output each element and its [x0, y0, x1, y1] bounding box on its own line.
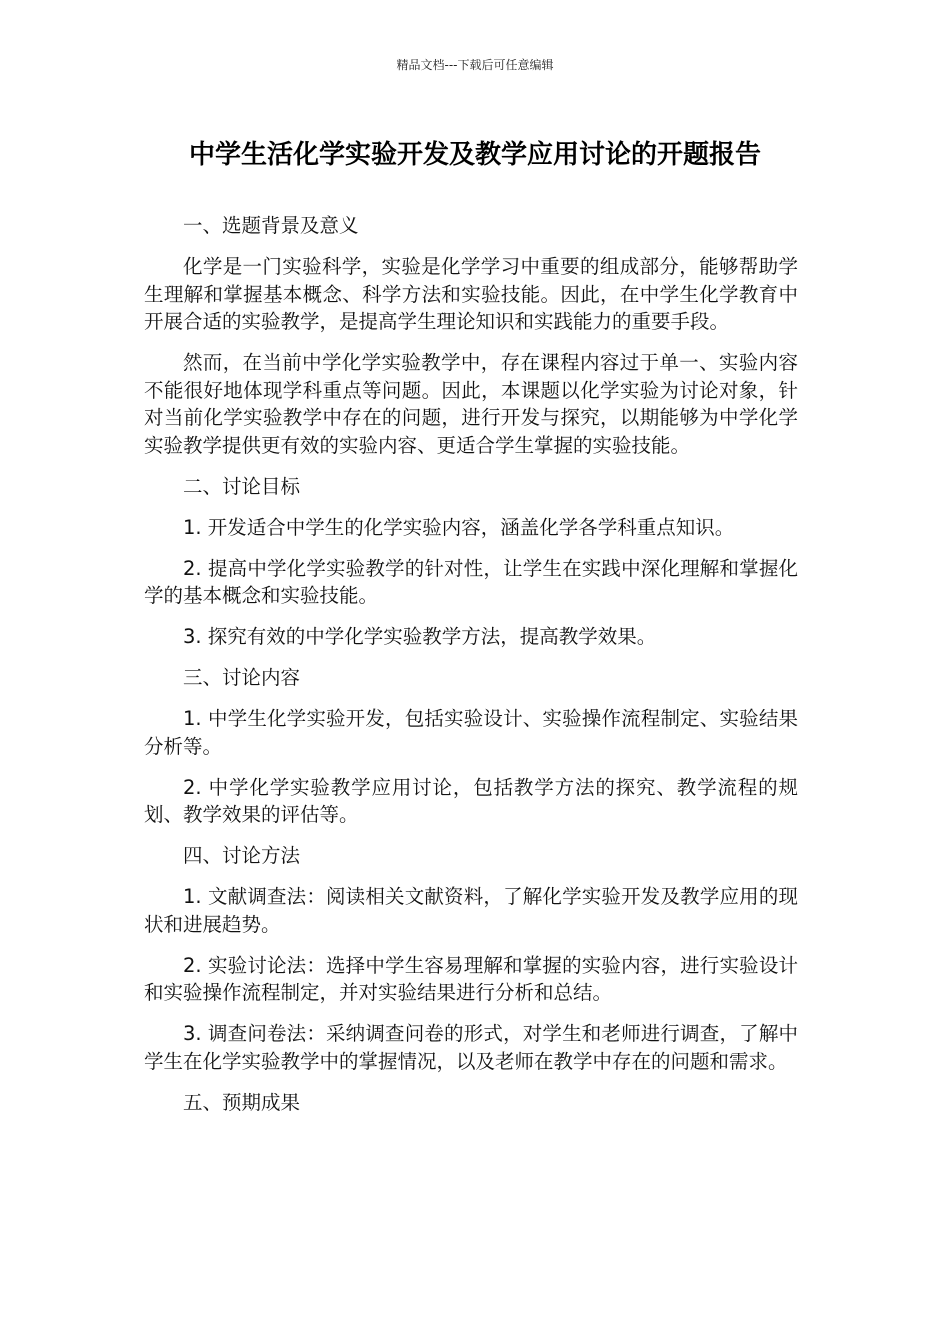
list-item: 2. 中学化学实验教学应用讨论，包括教学方法的探究、教学流程的规划、教学效果的评估等。 — [144, 775, 798, 826]
document-body — [144, 212, 798, 1130]
section-heading-content: 三、讨论内容 — [183, 666, 301, 689]
list-item: 3. 探究有效的中学化学实验教学方法，提高教学效果。 — [183, 625, 657, 648]
list-item: 2. 实验讨论法：选择中学生容易理解和掌握的实验内容，进行实验设计和实验操作流程制定，并对实验结果进行分析和总结。 — [144, 953, 798, 1004]
section-heading-expected-results: 五、预期成果 — [183, 1090, 301, 1114]
section-heading-objectives: 二、讨论目标 — [183, 474, 301, 498]
document-title: 中学生活化学实验开发及教学应用讨论的开题报告 — [188, 140, 761, 170]
list-item: 1. 开发适合中学生的化学实验内容，涵盖化学各学科重点知识。 — [183, 515, 735, 539]
section-heading-background: 一、选题背景及意义 — [183, 214, 359, 237]
section-heading-methods: 四、讨论方法 — [183, 844, 301, 867]
page-header: 精品文档---下载后可任意编辑 — [396, 58, 554, 72]
paragraph: 化学是一门实验科学，实验是化学学习中重要的组成部分，能够帮助学生理解和掌握基本概念、科学方法和实验技能。因此，在中学生化学教育中开展合适的实验教学，是提高学生理论知识和实践能力的重要手段。 — [144, 255, 798, 333]
list-item: 1. 文献调查法：阅读相关文献资料，了解化学实验开发及教学应用的现状和进展趋势。 — [144, 885, 798, 936]
list-item: 3. 调查问卷法：采纳调查问卷的形式，对学生和老师进行调查，了解中学生在化学实验教学中的掌握情况，以及老师在教学中存在的问题和需求。 — [144, 1022, 798, 1073]
list-item: 2. 提高中学化学实验教学的针对性，让学生在实践中深化理解和掌握化学的基本概念和实验技能。 — [144, 556, 798, 607]
list-item: 1. 中学生化学实验开发，包括实验设计、实验操作流程制定、实验结果分析等。 — [144, 707, 798, 758]
paragraph: 然而，在当前中学化学实验教学中，存在课程内容过于单一、实验内容不能很好地体现学科重点等问题。因此，本课题以化学实验为讨论对象，针对当前化学实验教学中存在的问题，进行开发与探究，以期能够为中学化学实验教学提供更有效的实验内容、更适合学生掌握的实验技能。 — [144, 351, 798, 457]
